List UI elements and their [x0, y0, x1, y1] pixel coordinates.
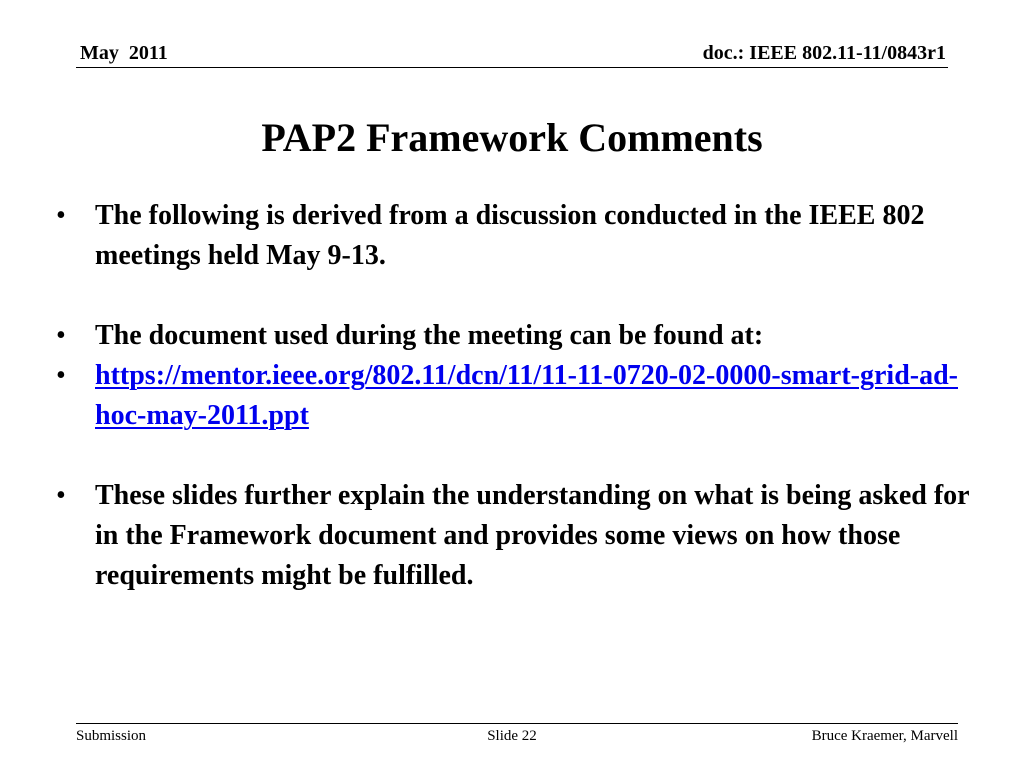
bullet-text: The document used during the meeting can be found at: [95, 320, 764, 351]
footer-divider [76, 723, 958, 724]
bullet-marker: • [56, 360, 66, 391]
bullet-item [54, 476, 974, 596]
slide-title: PAP2 Framework Comments [261, 115, 763, 160]
footer-author: Bruce Kraemer, Marvell [811, 728, 958, 744]
bullet-text: The following is derived from a discussion conducted in the IEEE 802 meetings held May 9-13. [95, 200, 925, 271]
header-doc-id: doc.: IEEE 802.11-11/0843r1 [702, 42, 946, 64]
bullet-text: These slides further explain the understanding on what is being asked for in the Framework document and provides some views on how those requirements might be fulfilled. [95, 480, 970, 591]
bullet-list [54, 196, 974, 596]
bullet-item [54, 196, 974, 276]
bullet-marker: • [56, 320, 66, 351]
footer-slide-number: Slide 22 [487, 728, 537, 744]
bullet-marker: • [56, 200, 66, 231]
bullet-item [54, 356, 974, 436]
footer-submission: Submission [76, 728, 147, 744]
header-date: May 2011 [80, 42, 168, 64]
bullet-item [54, 316, 974, 356]
document-link[interactable]: https://mentor.ieee.org/802.11/dcn/11/11-11-0720-02-0000-smart-grid-ad-hoc-may-2011.ppt [95, 360, 958, 431]
header-divider [76, 67, 948, 68]
bullet-marker: • [56, 480, 66, 511]
